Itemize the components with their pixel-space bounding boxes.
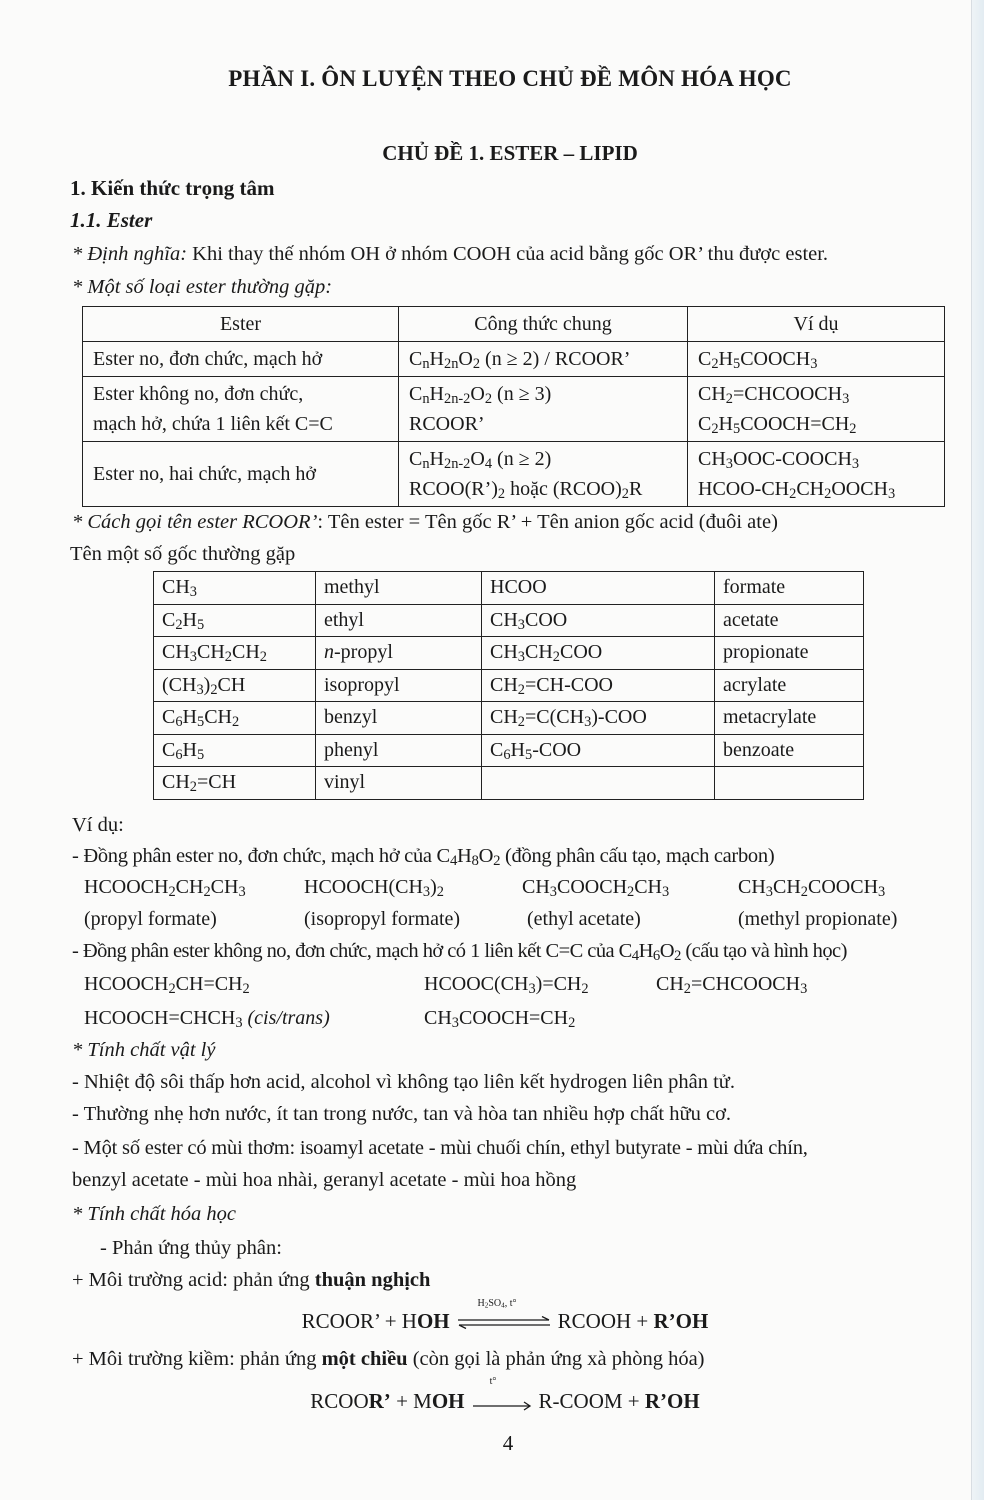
cell-line: $C_2H_5COOCH=CH_2$ <box>698 413 857 438</box>
reaction-condition: t° <box>489 1376 497 1387</box>
ester-type-cell <box>83 442 399 507</box>
acid-anion-formula-cell: HCOO <box>482 572 715 605</box>
cell-line: Ester no, hai chức, mạch hở <box>93 463 317 485</box>
acid-anion-name-cell: acrylate <box>715 669 864 702</box>
examples-label: Ví dụ: <box>72 814 124 836</box>
product-bold: R’OH <box>644 1389 700 1413</box>
acid-anion-name-cell: propionate <box>715 637 864 670</box>
reactant: M <box>413 1389 432 1413</box>
naming-text: : Tên ester = Tên gốc R’ + Tên anion gốc acid (đuôi ate) <box>317 511 778 533</box>
base-condition-row <box>0 1376 984 1388</box>
radical-name-cell: phenyl <box>316 734 482 767</box>
physical-title: * Tính chất vật lý <box>72 1039 216 1061</box>
isomer-formula: $CH_3CH_2COOCH_3$ <box>738 876 886 901</box>
formula-cell <box>399 377 688 442</box>
acid-anion-name-cell: formate <box>715 572 864 605</box>
radical-name-cell: n-propyl <box>316 637 482 670</box>
physical-item: benzyl acetate - mùi hoa nhài, geranyl acetate - mùi hoa hồng <box>72 1169 577 1191</box>
naming-rule <box>72 509 778 535</box>
base-env-prefix: + Môi trường kiềm: phản ứng <box>72 1348 322 1370</box>
radical-formula-cell: $C_2H_5$ <box>154 604 316 637</box>
isomer-name: (ethyl acetate) <box>527 908 641 930</box>
cell-line: $CH_2=CHCOOCH_3$ <box>698 383 850 408</box>
radical-formula-cell: $(CH_3)_2CH$ <box>154 669 316 702</box>
table-row <box>154 604 864 637</box>
radical-name-cell: isopropyl <box>316 669 482 702</box>
hydrolysis-label: - Phản ứng thủy phân: <box>100 1237 282 1259</box>
acid-anion-name-cell <box>715 767 864 800</box>
definition-line <box>72 241 828 267</box>
cell-line: Ester no, đơn chức, mạch hở <box>93 348 323 370</box>
product: RCOOH <box>557 1309 632 1333</box>
isomer-formula-with-note <box>84 1005 330 1031</box>
page-binding-edge <box>971 0 984 1500</box>
acid-anion-formula-cell: $CH_2=CH$-COO <box>482 669 715 702</box>
product: R-COOM <box>538 1389 623 1413</box>
product-bold: R’OH <box>653 1309 709 1333</box>
radical-name-cell: vinyl <box>316 767 482 800</box>
isomer-name: (methyl propionate) <box>738 908 898 930</box>
cell-line: $C_nH_{2n}O_2$ (n ≥ 2) / RCOOR’ <box>409 348 631 373</box>
subsection-heading: 1.1. Ester <box>70 208 153 232</box>
isomer-formula: $CH_3COOCH_2CH_3$ <box>522 876 670 901</box>
acid-anion-name-cell: benzoate <box>715 734 864 767</box>
reactant-bold: R’ <box>368 1389 391 1413</box>
chemical-title: * Tính chất hóa học <box>72 1203 236 1225</box>
isomer-formula: $CH_2=CHCOOCH_3$ <box>656 973 808 998</box>
acid-anion-formula-cell: $CH_3COO$ <box>482 604 715 637</box>
physical-item: - Một số ester có mùi thơm: isoamyl acetate - mùi chuối chín, ethyl butyrate - mùi dứa chín, <box>72 1137 808 1159</box>
reactant: RCOO <box>310 1389 369 1413</box>
cell-line: $C_nH_{2n-2}O_2$ (n ≥ 3) <box>409 383 552 408</box>
isomer-note: (cis/trans) <box>247 1007 330 1029</box>
isomer-name: (isopropyl formate) <box>304 908 461 930</box>
isomer-name: (propyl formate) <box>84 908 217 930</box>
acid-hydrolysis-equation <box>0 1308 984 1334</box>
header-cell: Công thức chung <box>399 307 688 342</box>
reactant-bold: OH <box>416 1309 450 1333</box>
table-row <box>154 669 864 702</box>
header-cell: Ví dụ <box>688 307 945 342</box>
table-row <box>83 342 945 377</box>
cell-line: HCOO-$CH_2CH_2OOCH_3$ <box>698 478 896 503</box>
radical-name-cell: benzyl <box>316 702 482 735</box>
radical-formula-cell: $C_6H_5$ <box>154 734 316 767</box>
isomer-formula: $HCOOCH(CH_3)_2$ <box>304 876 444 901</box>
physical-item: - Thường nhẹ hơn nước, ít tan trong nước, tan và hòa tan nhiều hợp chất hữu cơ. <box>72 1103 732 1125</box>
radical-formula-cell: $CH_2=CH$ <box>154 767 316 800</box>
example-cell <box>688 342 945 377</box>
unsaturated-isomers-title: - Đồng phân ester không no, đơn chức, mạch hở có 1 liên kết C=C của $C_4H_6O_2$ (cấu tạo và hình học) <box>72 940 847 965</box>
table-row <box>154 734 864 767</box>
acid-anion-formula-cell <box>482 767 715 800</box>
plus: + <box>390 1389 414 1413</box>
isomer-formula: $HCOOC(CH_3)=CH_2$ <box>424 973 589 998</box>
acid-anion-formula-cell: $CH_3CH_2COO$ <box>482 637 715 670</box>
radical-formula-cell: $CH_3$ <box>154 572 316 605</box>
saturated-isomer-formulas <box>82 874 962 902</box>
radical-formula-cell: $CH_3CH_2CH_2$ <box>154 637 316 670</box>
acid-environment <box>72 1267 430 1293</box>
radicals-table <box>153 571 864 800</box>
formula-cell <box>399 342 688 377</box>
cell-line: Ester không no, đơn chức, <box>93 383 304 405</box>
table-row <box>83 442 945 507</box>
example-cell <box>688 377 945 442</box>
isomer-formula: $HCOOCH=CHCH_3$ <box>84 1007 243 1032</box>
radical-name-cell: methyl <box>316 572 482 605</box>
saturated-isomer-names <box>82 906 962 934</box>
base-environment <box>72 1346 705 1372</box>
cell-line: $RCOO(R’)_2$ hoặc $(RCOO)_2R$ <box>409 478 643 503</box>
types-intro: * Một số loại ester thường gặp: <box>72 276 333 298</box>
table-row <box>154 572 864 605</box>
right-arrow-icon <box>471 1388 533 1414</box>
reactant: H <box>401 1309 417 1333</box>
reactant-bold: OH <box>431 1389 465 1413</box>
plus: + <box>379 1309 402 1333</box>
saturated-isomers-title: - Đồng phân ester no, đơn chức, mạch hở của $C_4H_8O_2$ (đồng phân cấu tạo, mạch carbon) <box>72 845 775 870</box>
isomer-formula: $HCOOCH_2CH=CH_2$ <box>84 973 250 998</box>
radicals-intro: Tên một số gốc thường gặp <box>70 543 296 565</box>
reversible-arrow-icon <box>456 1308 552 1334</box>
acid-anion-formula-cell: $C_6H_5$-COO <box>482 734 715 767</box>
definition-text: Khi thay thế nhóm OH ở nhóm COOH của acid bằng gốc OR’ thu được ester. <box>187 243 829 265</box>
acid-anion-formula-cell: $CH_2=C(CH_3)$-COO <box>482 702 715 735</box>
topic-title: CHỦ ĐỀ 1. ESTER – LIPID <box>382 141 638 165</box>
radical-name-cell: ethyl <box>316 604 482 637</box>
unsaturated-isomer-row-1 <box>82 971 962 999</box>
table-row <box>154 702 864 735</box>
ester-type-cell <box>83 342 399 377</box>
definition-label: * Định nghĩa: <box>72 243 188 265</box>
ester-type-cell <box>83 377 399 442</box>
unsaturated-isomer-row-2 <box>82 1005 962 1033</box>
table-row <box>154 637 864 670</box>
formula-cell <box>399 442 688 507</box>
radical-formula-cell: $C_6H_5CH_2$ <box>154 702 316 735</box>
reactant: RCOOR’ <box>301 1309 380 1333</box>
reaction-condition: $H_2SO_4$, t° <box>477 1298 517 1310</box>
acid-anion-name-cell: metacrylate <box>715 702 864 735</box>
plus: + <box>622 1389 645 1413</box>
ester-types-table <box>82 306 945 507</box>
acid-env-prefix: + Môi trường acid: phản ứng <box>72 1269 315 1291</box>
isomer-formula: $CH_3COOCH=CH_2$ <box>424 1007 576 1032</box>
header-cell: Ester <box>83 307 399 342</box>
example-cell <box>688 442 945 507</box>
part-title: PHẦN I. ÔN LUYỆN THEO CHỦ ĐỀ MÔN HÓA HỌC <box>228 66 792 91</box>
cell-line: mạch hở, chứa 1 liên kết C=C <box>93 413 333 435</box>
cell-line: $C_2H_5COOCH_3$ <box>698 348 818 373</box>
physical-item: - Nhiệt độ sôi thấp hơn acid, alcohol vì không tạo liên kết hydrogen liên phân tử. <box>72 1071 736 1093</box>
table-row <box>83 377 945 442</box>
saponification-equation <box>0 1388 984 1414</box>
acid-anion-name-cell: acetate <box>715 604 864 637</box>
section-heading: 1. Kiến thức trọng tâm <box>70 176 275 200</box>
cell-line: RCOOR’ <box>409 413 485 435</box>
base-env-suffix: (còn gọi là phản ứng xà phòng hóa) <box>407 1348 705 1370</box>
acid-env-bold: thuận nghịch <box>314 1269 431 1291</box>
base-env-bold: một chiều <box>321 1348 408 1370</box>
isomer-formula: $HCOOCH_2CH_2CH_3$ <box>84 876 246 901</box>
table-row <box>154 767 864 800</box>
cell-line: $C_nH_{2n-2}O_4$ (n ≥ 2) <box>409 448 552 473</box>
page-number: 4 <box>502 1431 514 1455</box>
table-header-row <box>83 307 945 342</box>
cell-line: $CH_3OOC-COOCH_3$ <box>698 448 860 473</box>
plus: + <box>631 1309 654 1333</box>
naming-label: * Cách gọi tên ester RCOOR’ <box>72 511 318 533</box>
